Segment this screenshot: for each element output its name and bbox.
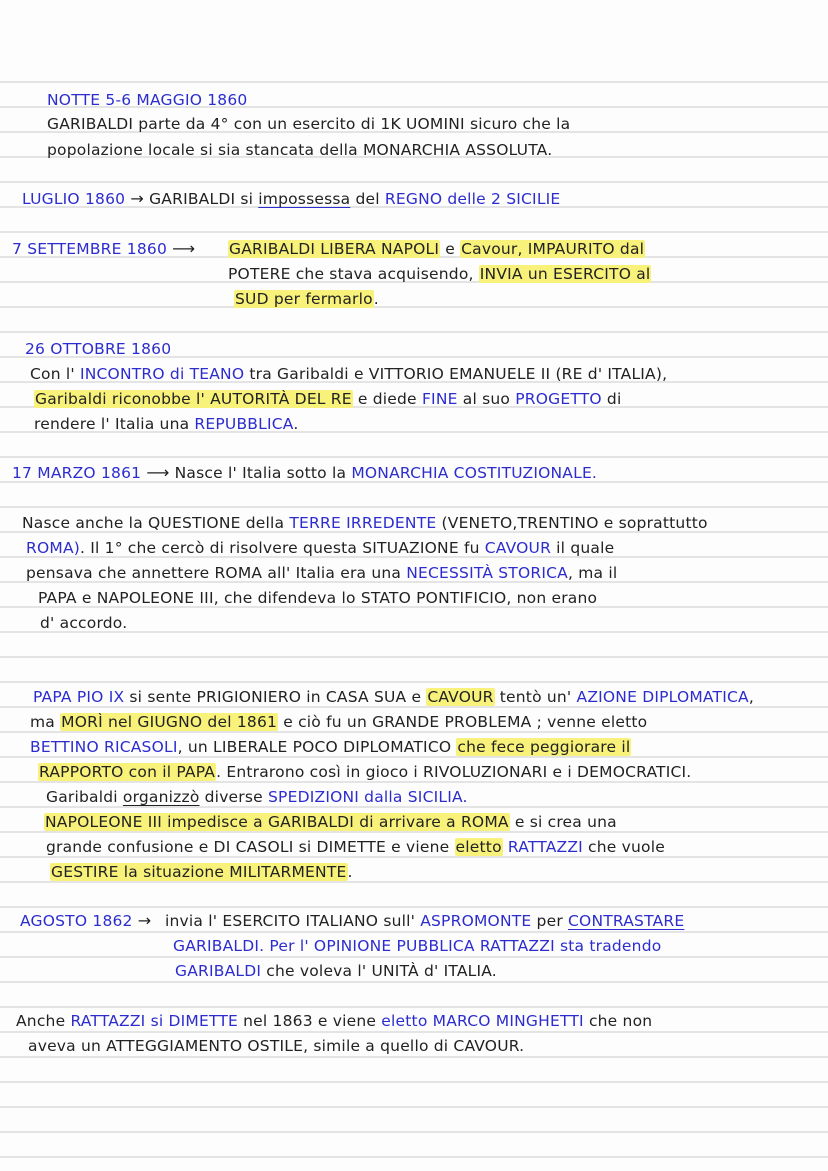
note-line <box>34 413 298 435</box>
blue-text: PAPA PIO IX <box>33 688 125 706</box>
note-line <box>26 537 614 559</box>
text: diverse <box>199 788 269 806</box>
text: Con l' <box>30 365 80 383</box>
date-label: LUGLIO 1860 <box>22 190 126 208</box>
text: Anche <box>16 1012 71 1030</box>
blue-text: GARIBALDI <box>175 962 262 980</box>
text: di <box>601 390 622 408</box>
text: tra Garibaldi e VITTORIO EMANUELE II (RE d' ITALIA), <box>244 365 668 383</box>
text: popolazione locale si sia stancata della MONARCHIA ASSOLUTA. <box>47 141 553 159</box>
timeline-entry-luglio-1860 <box>22 188 560 210</box>
text: al suo <box>457 390 516 408</box>
text: grande confusione e DI CASOLI si DIMETTE e viene <box>46 838 455 856</box>
text: del <box>350 190 385 208</box>
text: . <box>347 863 353 881</box>
text: e si crea una <box>509 813 617 831</box>
blue-text: MONARCHIA COSTITUZIONALE. <box>351 464 598 482</box>
date-label: 7 SETTEMBRE 1860 <box>12 240 168 258</box>
note-line <box>165 910 684 932</box>
date-label: AGOSTO 1862 <box>20 912 133 930</box>
blue-text: INCONTRO di TEANO <box>79 365 245 383</box>
text: , un LIBERALE POCO DIPLOMATICO <box>177 738 457 756</box>
text: GARIBALDI parte da <box>47 115 211 133</box>
text: e ciò fu un GRANDE PROBLEMA ; venne eletto <box>278 713 648 731</box>
arrow-right-icon: ⟶ <box>172 239 196 258</box>
text: Garibaldi <box>46 788 123 806</box>
blue-text: REGNO delle 2 SICILIE <box>384 190 561 208</box>
text: . <box>293 415 299 433</box>
heading-text: NOTTE 5-6 MAGGIO 1860 <box>47 91 248 109</box>
note-line <box>47 139 552 161</box>
text: ma <box>30 713 61 731</box>
text: aveva un ATTEGGIAMENTO OSTILE, simile a quello di CAVOUR. <box>28 1037 525 1055</box>
heading-text: 26 OTTOBRE 1860 <box>25 340 172 358</box>
text: e <box>440 240 461 258</box>
text: . Entrarono così in gioco i RIVOLUZIONARI e i DEMOCRATICI. <box>216 763 692 781</box>
heading-notte-maggio-1860 <box>47 89 248 111</box>
text: (VENETO,TRENTINO e soprattutto <box>436 514 708 532</box>
text: rendere l' Italia una <box>34 415 195 433</box>
note-line <box>47 113 570 135</box>
note-line <box>228 238 645 260</box>
text: . Il 1° che cercò di risolvere questa SITUAZIONE fu <box>80 539 485 557</box>
text: che non <box>583 1012 653 1030</box>
note-line <box>30 736 631 758</box>
note-line <box>28 1035 524 1057</box>
note-line <box>44 811 617 833</box>
note-line <box>38 761 691 783</box>
blue-text: TERRE IRREDENTE <box>289 514 437 532</box>
timeline-entry-marzo-1861 <box>12 462 597 484</box>
timeline-entry-agosto-1862 <box>20 910 151 932</box>
blue-text: PROGETTO <box>515 390 602 408</box>
highlighted-text: che fece peggiorare il <box>457 738 631 756</box>
blue-text: eletto MARCO MINGHETTI <box>381 1012 584 1030</box>
arrow-right-icon: → <box>137 911 152 930</box>
note-line <box>16 1010 652 1032</box>
arrow-right-icon: → <box>130 189 144 208</box>
text: e diede <box>352 390 422 408</box>
note-line <box>22 512 708 534</box>
highlighted-text: INVIA un ESERCITO al <box>479 265 651 283</box>
note-line <box>34 388 621 410</box>
note-line <box>33 686 754 708</box>
blue-text: RATTAZZI <box>507 838 583 856</box>
underlined-blue-text: CONTRASTARE <box>568 912 685 930</box>
highlighted-text: GESTIRE la situazione MILITARMENTE <box>51 863 347 881</box>
note-line <box>38 587 597 609</box>
text: . <box>373 290 379 308</box>
blue-text: AZIONE DIPLOMATICA <box>576 688 749 706</box>
underlined-text: organizzò <box>122 788 200 806</box>
text: si sente PRIGIONIERO in CASA SUA e <box>124 688 427 706</box>
note-line <box>173 935 661 957</box>
highlighted-text: SUD per fermarlo <box>235 290 373 308</box>
heading-ottobre-1860 <box>25 338 171 360</box>
highlighted-text: CAVOUR <box>427 688 494 706</box>
note-line <box>40 612 127 634</box>
text: POTERE che stava acquisendo, <box>228 265 479 283</box>
underlined-text: impossessa <box>258 190 351 208</box>
text: Nasce anche la QUESTIONE della <box>22 514 290 532</box>
blue-text: NECESSITÀ STORICA <box>406 564 568 582</box>
note-line <box>30 363 667 385</box>
text: 4° con un esercito di 1K UOMINI sicuro che la <box>210 115 571 133</box>
text: che voleva l' UNITÀ d' ITALIA. <box>261 962 497 980</box>
text: nel 1863 e viene <box>238 1012 382 1030</box>
highlighted-text: GARIBALDI LIBERA NAPOLI <box>229 240 440 258</box>
text: Nasce l' Italia sotto la <box>174 464 352 482</box>
text: d' accordo. <box>40 614 128 632</box>
highlighted-text: MORÌ nel GIUGNO del 1861 <box>61 713 278 731</box>
note-line <box>50 861 353 883</box>
note-line <box>234 288 379 310</box>
note-line <box>46 836 665 858</box>
blue-text: SPEDIZIONI dalla SICILIA. <box>268 788 468 806</box>
blue-text: REPUBBLICA <box>194 415 294 433</box>
highlighted-text: NAPOLEONE III impedisce a GARIBALDI di arrivare a ROMA <box>45 813 509 831</box>
blue-text: BETTINO RICASOLI <box>30 738 178 756</box>
text: per <box>531 912 569 930</box>
text: tentò un' <box>494 688 577 706</box>
text: il quale <box>551 539 615 557</box>
text: , <box>748 688 754 706</box>
text: pensava che annettere ROMA all' Italia era una <box>26 564 407 582</box>
blue-text: CAVOUR <box>484 539 552 557</box>
note-line <box>26 562 617 584</box>
blue-text: FINE <box>421 390 458 408</box>
blue-text: GARIBALDI. Per l' OPINIONE PUBBLICA RATTAZZI sta tradendo <box>173 937 662 955</box>
blue-text: ASPROMONTE <box>420 912 532 930</box>
highlighted-text: RAPPORTO con il PAPA <box>39 763 216 781</box>
highlighted-text: eletto <box>455 838 502 856</box>
text: , ma il <box>567 564 618 582</box>
text: che vuole <box>582 838 665 856</box>
text: PAPA e NAPOLEONE III, che difendeva lo STATO PONTIFICIO, non erano <box>38 589 598 607</box>
date-label: 17 MARZO 1861 <box>12 464 142 482</box>
arrow-right-icon: ⟶ <box>146 463 170 482</box>
timeline-entry-settembre-1860 <box>12 238 195 260</box>
note-line <box>175 960 497 982</box>
text: invia l' ESERCITO ITALIANO sull' <box>165 912 421 930</box>
highlighted-text: Cavour, IMPAURITO dal <box>461 240 645 258</box>
blue-text: ROMA) <box>26 539 80 557</box>
note-line <box>228 263 651 285</box>
blue-text: RATTAZZI si DIMETTE <box>70 1012 239 1030</box>
note-line <box>46 786 468 808</box>
text: GARIBALDI si <box>149 190 259 208</box>
highlighted-text: Garibaldi riconobbe l' AUTORITÀ DEL RE <box>35 390 352 408</box>
note-line <box>30 711 647 733</box>
